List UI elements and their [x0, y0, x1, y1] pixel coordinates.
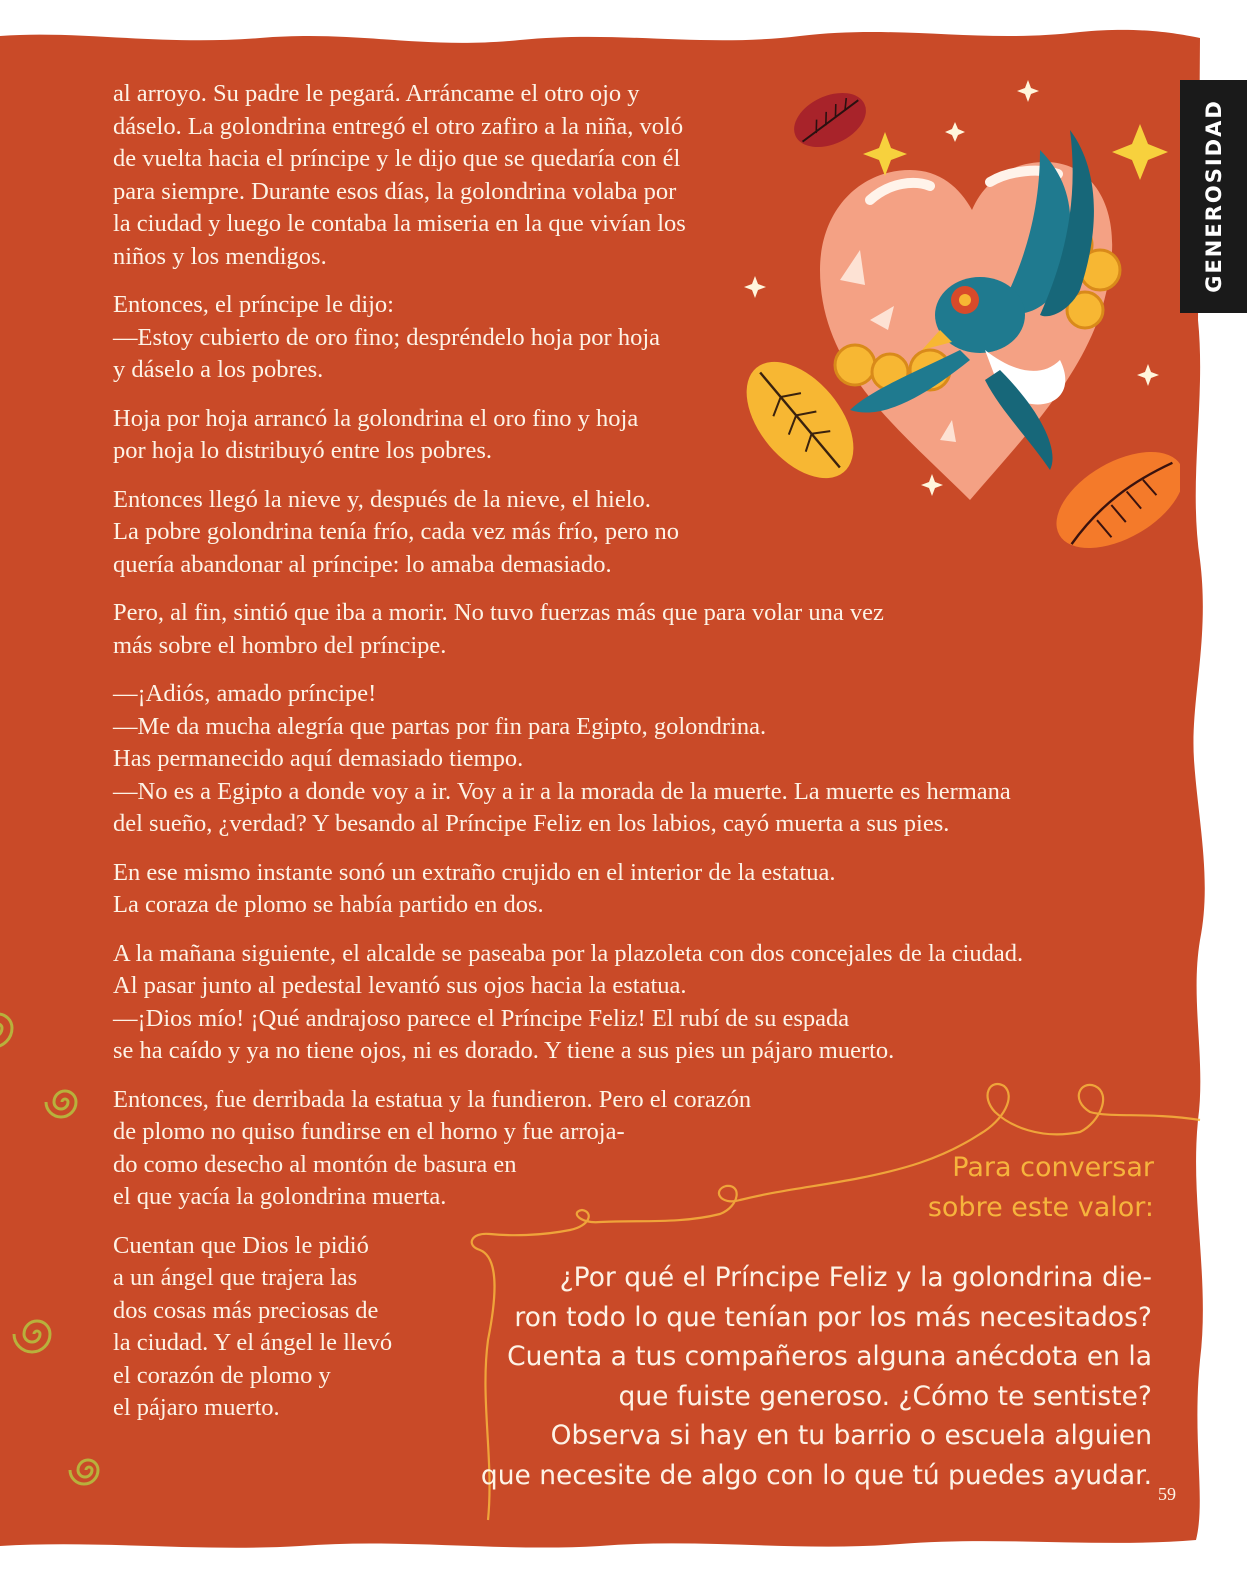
text-line: quería abandonar al príncipe: lo amaba demasiado.	[113, 550, 612, 578]
question-line: que fuiste generoso. ¿Cómo te sentiste?	[618, 1380, 1152, 1412]
paragraph	[113, 938, 1153, 1068]
text-line: dáselo. La golondrina entregó el otro zafiro a la niña, voló	[113, 112, 684, 140]
text-line: niños y los mendigos.	[113, 242, 327, 270]
text-line: Hoja por hoja arrancó la golondrina el oro fino y hoja	[113, 404, 639, 432]
text-line: Entonces, fue derribada la estatua y la fundieron. Pero el corazón	[113, 1085, 752, 1113]
spiral-icon	[10, 1310, 58, 1358]
heading-line: sobre este valor:	[927, 1192, 1154, 1223]
text-line: por hoja lo distribuyó entre los pobres.	[113, 437, 493, 464]
text-line: el que yacía la golondrina muerta.	[113, 1183, 447, 1210]
text-line: más sobre el hombro del príncipe.	[113, 631, 447, 659]
paragraph	[113, 597, 1153, 662]
text-line: La pobre golondrina tenía frío, cada vez más frío, pero no	[113, 518, 680, 545]
text-line: do como desecho al montón de basura en	[113, 1150, 517, 1178]
text-line: —No es a Egipto a donde voy a ir. Voy a ir a la morada de la muerte. La muerte es hermana	[113, 777, 1011, 805]
question-line: ron todo lo que tenían por los más necesitados?	[514, 1301, 1152, 1333]
question-line: que necesite de algo con lo que tú puedes ayudar.	[480, 1459, 1152, 1491]
text-line: a un ángel que trajera las	[113, 1264, 358, 1291]
text-line: —Estoy cubierto de oro fino; despréndelo hoja por hoja	[113, 323, 661, 351]
paragraph	[113, 678, 1153, 841]
heading-line: Para conversar	[952, 1152, 1154, 1183]
text-line: —¡Dios mío! ¡Qué andrajoso parece el Príncipe Feliz! El rubí de su espada	[113, 1004, 850, 1032]
text-line: A la mañana siguiente, el alcalde se paseaba por la plazoleta con dos concejales de la ciudad.	[113, 939, 1024, 967]
story-text	[113, 78, 1153, 1441]
question-line: Cuenta a tus compañeros alguna anécdota en la	[507, 1341, 1152, 1372]
text-line: Has permanecido aquí demasiado tiempo.	[113, 745, 524, 772]
question-line: Observa si hay en tu barrio o escuela alguien	[550, 1420, 1152, 1451]
page-number: 59	[1158, 1484, 1176, 1504]
text-line: La coraza de plomo se había partido en dos.	[113, 891, 544, 918]
text-line: al arroyo. Su padre le pegará. Arráncame el otro ojo y	[113, 80, 640, 107]
text-line: —¡Adiós, amado príncipe!	[113, 680, 377, 707]
text-line: dos cosas más preciosas de	[113, 1296, 379, 1324]
section-tab-label: GENEROSIDAD	[1202, 99, 1226, 293]
text-line: para siempre. Durante esos días, la golondrina volaba por	[113, 177, 677, 205]
text-line: del sueño, ¿verdad? Y besando al Príncipe Feliz en los labios, cayó muerta a sus pies.	[113, 810, 950, 837]
paragraph	[113, 857, 1153, 922]
text-line: se ha caído y ya no tiene ojos, ni es dorado. Y tiene a sus pies un pájaro muerto.	[113, 1037, 895, 1064]
text-line: Al pasar junto al pedestal levantó sus ojos hacia la estatua.	[113, 972, 687, 999]
question-line: ¿Por qué el Príncipe Feliz y la golondrina die-	[559, 1262, 1152, 1293]
paragraph	[113, 289, 1153, 387]
text-line: En ese mismo instante sonó un extraño crujido en el interior de la estatua.	[113, 858, 836, 886]
conversation-questions	[481, 1258, 1152, 1495]
text-line: de vuelta hacia el príncipe y le dijo que se quedaría con él	[113, 145, 681, 172]
text-line: el corazón de plomo y	[113, 1361, 331, 1389]
spiral-icon	[66, 1450, 106, 1490]
text-line: la ciudad y luego le contaba la miseria en la que vivían los	[113, 210, 686, 237]
text-line: la ciudad. Y el ángel le llevó	[113, 1329, 393, 1356]
text-line: Cuentan que Dios le pidió	[113, 1231, 369, 1259]
paragraph	[113, 484, 1153, 582]
paragraph	[113, 78, 1153, 273]
spiral-icon	[0, 1000, 30, 1056]
paragraph	[113, 403, 1153, 468]
text-line: Entonces llegó la nieve y, después de la nieve, el hielo.	[113, 485, 651, 513]
text-line: de plomo no quiso fundirse en el horno y fue arroja-	[113, 1118, 625, 1145]
text-line: el pájaro muerto.	[113, 1394, 280, 1421]
text-line: Pero, al fin, sintió que iba a morir. No tuvo fuerzas más que para volar una vez	[113, 599, 884, 626]
text-line: Entonces, el príncipe le dijo:	[113, 291, 394, 318]
conversation-heading	[928, 1148, 1154, 1228]
text-line: y dáselo a los pobres.	[113, 356, 324, 383]
text-line: —Me da mucha alegría que partas por fin para Egipto, golondrina.	[113, 712, 767, 740]
spiral-icon	[40, 1080, 84, 1124]
